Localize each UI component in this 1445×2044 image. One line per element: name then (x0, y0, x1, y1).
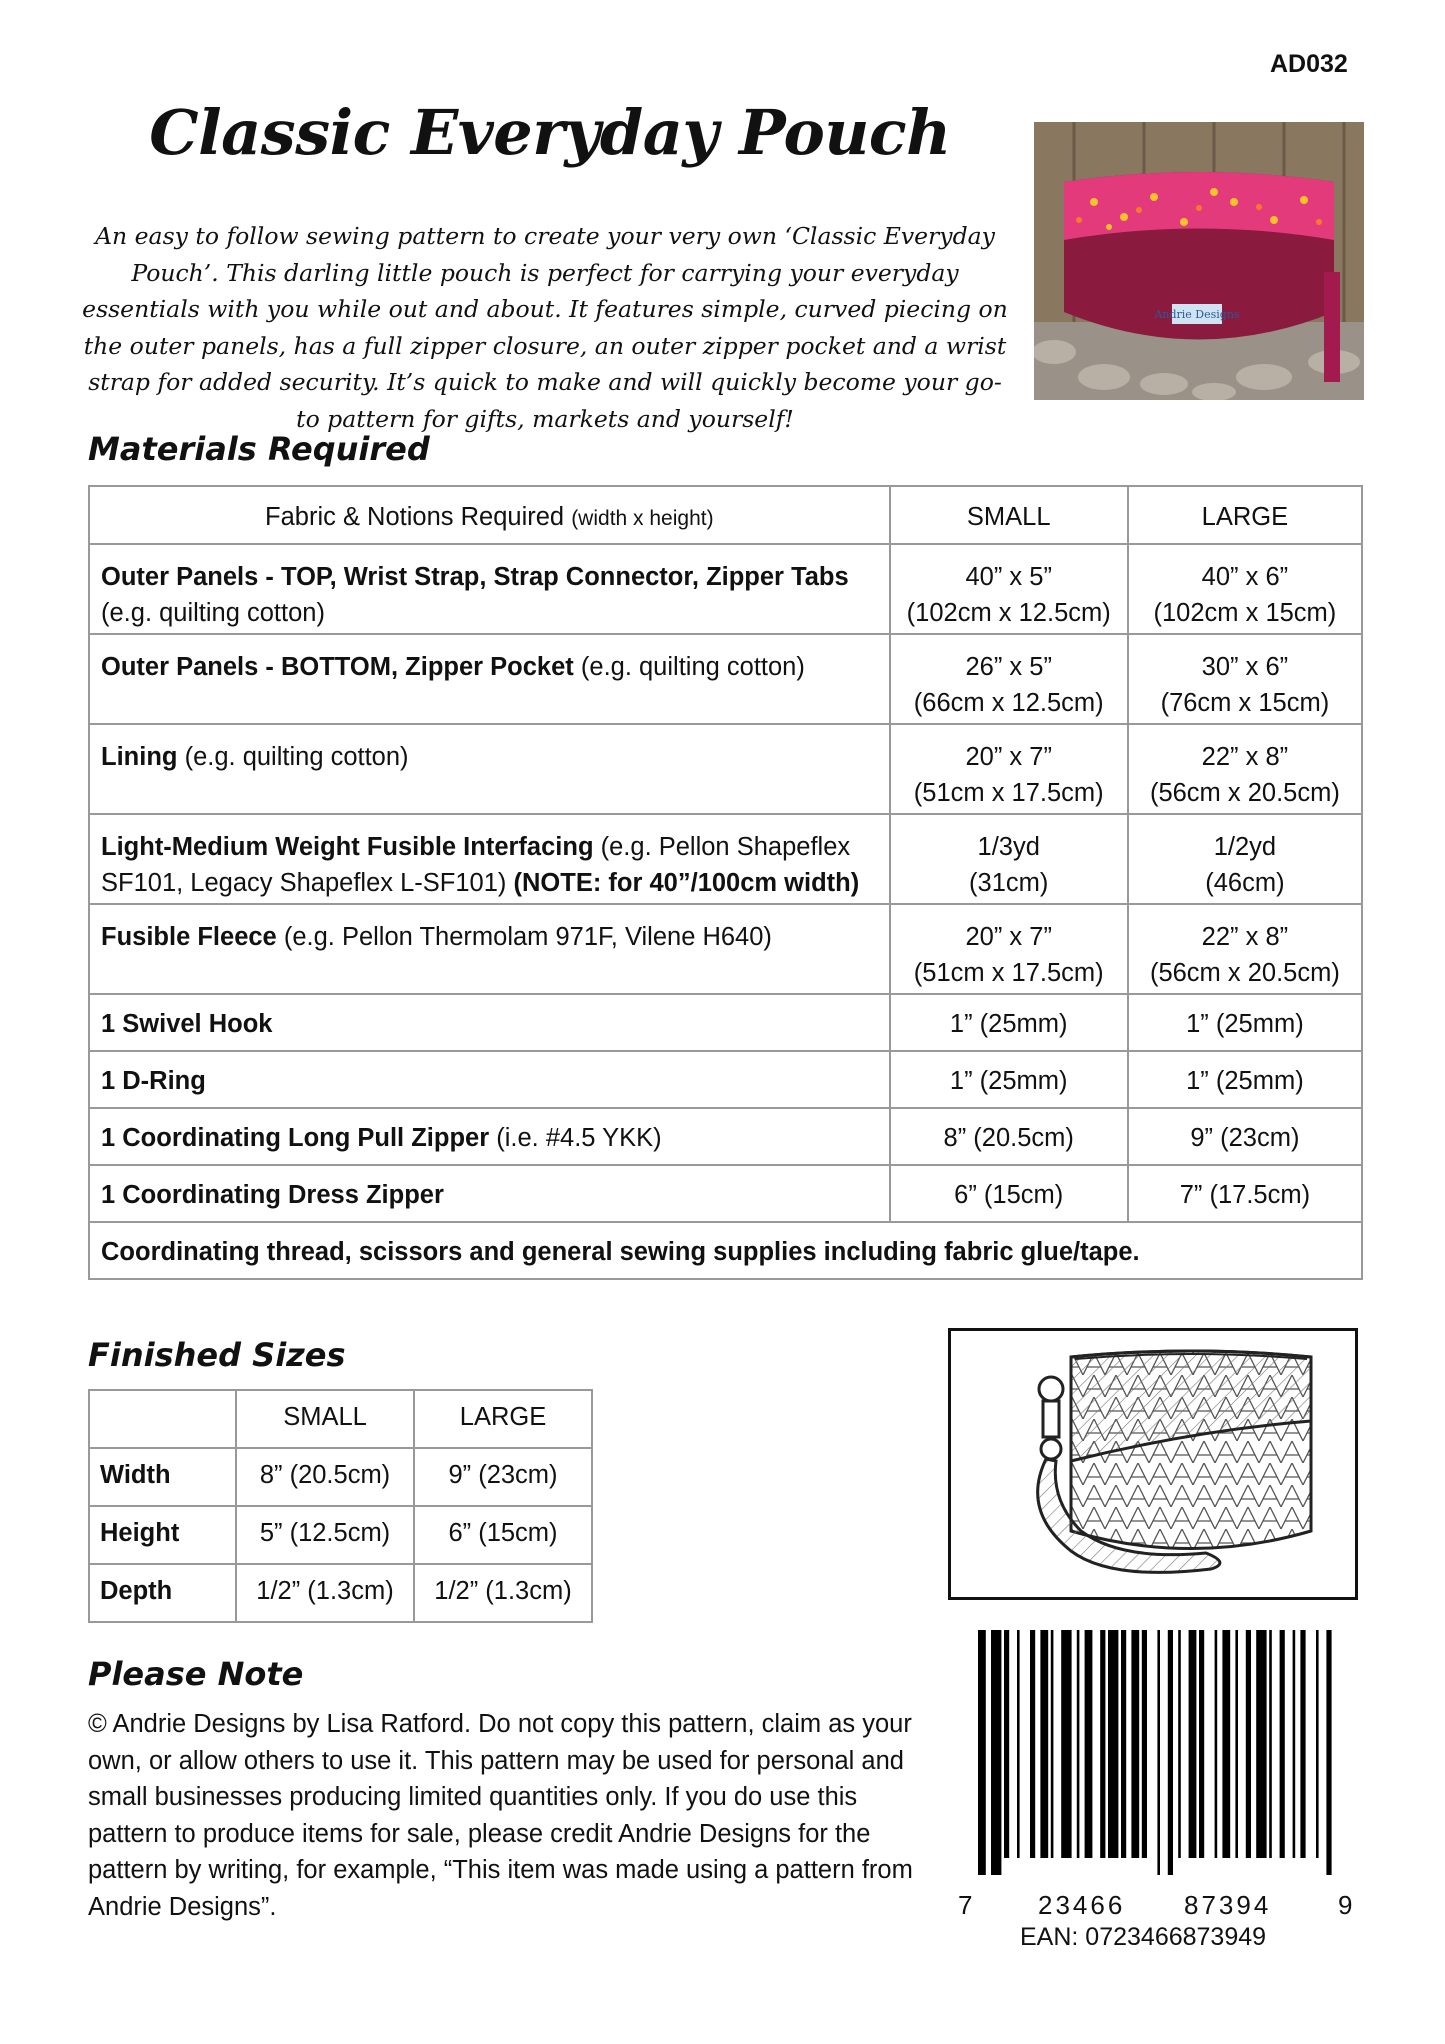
item-name: Light-Medium Weight Fusible Interfacing (101, 833, 594, 861)
table-row (89, 634, 1362, 724)
table-row (89, 724, 1362, 814)
large-value: 30” x 6” (76cm x 15cm) (1128, 634, 1362, 724)
barcode-bar (1300, 1630, 1305, 1858)
item-note: (e.g. Pellon Shapeflex SF101, Legacy Shapeflex L-SF101) (101, 833, 851, 897)
barcode-bar (1017, 1630, 1020, 1858)
small-value: 6” (15cm) (890, 1165, 1128, 1222)
barcode-bar (1121, 1630, 1126, 1858)
table-row (89, 1506, 592, 1564)
materials-table (88, 485, 1363, 1280)
large-value: 7” (17.5cm) (1128, 1165, 1362, 1222)
small-value: 8” (20.5cm) (890, 1108, 1128, 1165)
item-note: (i.e. #4.5 YKK) (496, 1124, 662, 1152)
small-value: 5” (12.5cm) (236, 1506, 414, 1564)
small-value: 20” x 7” (51cm x 17.5cm) (890, 724, 1128, 814)
photo-label: Andrie Designs (1154, 308, 1240, 321)
finished-header-large: LARGE (414, 1390, 592, 1448)
barcode-bar (991, 1630, 1001, 1875)
item-note: (e.g. quilting cotton) (184, 743, 409, 771)
item-name: Fusible Fleece (101, 923, 277, 951)
table-row (89, 994, 1362, 1051)
item-width-note: (NOTE: for 40”/100cm width) (513, 869, 860, 897)
barcode-bar (1256, 1630, 1266, 1858)
barcode-bar (1199, 1630, 1204, 1858)
materials-heading: Materials Required (88, 430, 430, 468)
barcode-last-digit: 9 (1338, 1890, 1353, 1920)
barcode-bar (1189, 1630, 1197, 1858)
small-value: 1/3yd (31cm) (890, 814, 1128, 904)
finished-header-small: SMALL (236, 1390, 414, 1448)
copyright-note: © Andrie Designs by Lisa Ratford. Do not copy this pattern, claim as your own, or allow others to use it. This pattern may be used for personal and small businesses producing limited quantities only. If you do use this pattern to produce items for sale, please credit Andrie Designs for the pattern by writing, for example, “This item was made using a pattern from Andrie Designs”. (88, 1710, 913, 1921)
barcode-digits (956, 1890, 1356, 1920)
small-value: 1” (25mm) (890, 994, 1128, 1051)
ean-number: EAN: 0723466873949 (1020, 1923, 1267, 1951)
barcode-bar (1215, 1630, 1218, 1858)
item-name: Outer Panels - BOTTOM, Zipper Pocket (101, 653, 574, 681)
large-value: 1/2” (1.3cm) (414, 1564, 592, 1622)
table-row (89, 814, 1362, 904)
table-row (89, 544, 1362, 634)
table-row (89, 1564, 592, 1622)
barcode-bar (1168, 1630, 1173, 1875)
barcode-bar (1178, 1630, 1181, 1858)
small-value: 40” x 5” (102cm x 12.5cm) (890, 544, 1128, 634)
large-value: 9” (23cm) (414, 1448, 592, 1506)
barcode-bar (1040, 1630, 1048, 1858)
barcode-bar (1246, 1630, 1251, 1858)
barcode-bar (1004, 1630, 1009, 1858)
size-label: Depth (100, 1577, 173, 1605)
table-row (89, 1448, 592, 1506)
table-row (89, 904, 1362, 994)
barcode-bar (1142, 1630, 1147, 1858)
barcode-bar (1316, 1630, 1319, 1858)
please-note-heading: Please Note (88, 1655, 304, 1693)
item-name: 1 Coordinating Long Pull Zipper (101, 1124, 490, 1152)
barcode (956, 1630, 1356, 1875)
large-value: 22” x 8” (56cm x 20.5cm) (1128, 904, 1362, 994)
page-title: Classic Everyday Pouch (149, 96, 951, 169)
barcode-bar (1100, 1630, 1105, 1858)
barcode-bar (1157, 1630, 1160, 1875)
barcode-bar (1131, 1630, 1139, 1858)
finished-sizes-table (88, 1389, 593, 1623)
barcode-bar (1061, 1630, 1071, 1858)
barcode-group-1: 23466 (1038, 1890, 1126, 1920)
table-row (89, 1222, 1362, 1279)
intro-paragraph: An easy to follow sewing pattern to create your very own ‘Classic Everyday Pouch’. This darling little pouch is perfect for carrying your everyday essentials with you while out and about. It features simple, curved piecing on the outer panels, has a full zipper closure, an outer zipper pocket and a wrist strap for added security. It’s quick to make and will quickly become your go-to pattern for gifts, markets and yourself! (82, 222, 1008, 433)
large-value: 40” x 6” (102cm x 15cm) (1128, 544, 1362, 634)
barcode-bar (1326, 1630, 1331, 1875)
materials-header-note: (width x height) (571, 507, 714, 530)
barcode-group-2: 87394 (1184, 1890, 1272, 1920)
product-code: AD032 (1270, 50, 1348, 78)
barcode-bar (1085, 1630, 1093, 1858)
table-row (89, 1051, 1362, 1108)
small-value: 26” x 5” (66cm x 12.5cm) (890, 634, 1128, 724)
item-name: Lining (101, 743, 178, 771)
small-value: 1” (25mm) (890, 1051, 1128, 1108)
table-row (89, 1165, 1362, 1222)
barcode-bar (1077, 1630, 1080, 1858)
large-value: 1/2yd (46cm) (1128, 814, 1362, 904)
large-value: 1” (25mm) (1128, 1051, 1362, 1108)
item-name: 1 Coordinating Dress Zipper (101, 1181, 444, 1209)
barcode-bar (978, 1630, 986, 1875)
finished-header-row (89, 1390, 592, 1448)
item-name: Outer Panels - TOP, Wrist Strap, Strap Connector, Zipper Tabs (101, 563, 849, 591)
item-note: (e.g. quilting cotton) (101, 599, 325, 627)
large-value: 9” (23cm) (1128, 1108, 1362, 1165)
size-label: Height (100, 1519, 180, 1547)
item-name: 1 D-Ring (101, 1067, 206, 1095)
barcode-bar (1280, 1630, 1285, 1858)
barcode-bar (1222, 1630, 1230, 1858)
small-value: 20” x 7” (51cm x 17.5cm) (890, 904, 1128, 994)
small-value: 1/2” (1.3cm) (236, 1564, 414, 1622)
barcode-bar (1051, 1630, 1054, 1858)
item-note: (e.g. Pellon Thermolam 971F, Vilene H640) (283, 923, 772, 951)
large-value: 6” (15cm) (414, 1506, 592, 1564)
materials-header-large: LARGE (1128, 486, 1362, 544)
barcode-bar (1235, 1630, 1238, 1858)
barcode-bar (1293, 1630, 1296, 1858)
materials-header-row (89, 486, 1362, 544)
item-note: (e.g. quilting cotton) (580, 653, 805, 681)
large-value: 22” x 8” (56cm x 20.5cm) (1128, 724, 1362, 814)
barcode-bar (1030, 1630, 1035, 1858)
product-photo (1034, 122, 1364, 400)
table-row (89, 1108, 1362, 1165)
materials-header-small: SMALL (890, 486, 1128, 544)
item-name: 1 Swivel Hook (101, 1010, 273, 1038)
pouch-line-drawing (948, 1328, 1358, 1600)
size-label: Width (100, 1461, 171, 1489)
small-value: 8” (20.5cm) (236, 1448, 414, 1506)
barcode-first-digit: 7 (958, 1890, 973, 1920)
materials-footer: Coordinating thread, scissors and general sewing supplies including fabric glue/tape. (101, 1238, 1140, 1266)
finished-sizes-heading: Finished Sizes (88, 1336, 346, 1374)
barcode-bar (1108, 1630, 1118, 1858)
barcode-bar (1269, 1630, 1272, 1858)
large-value: 1” (25mm) (1128, 994, 1362, 1051)
materials-header-item: Fabric & Notions Required (265, 503, 565, 531)
